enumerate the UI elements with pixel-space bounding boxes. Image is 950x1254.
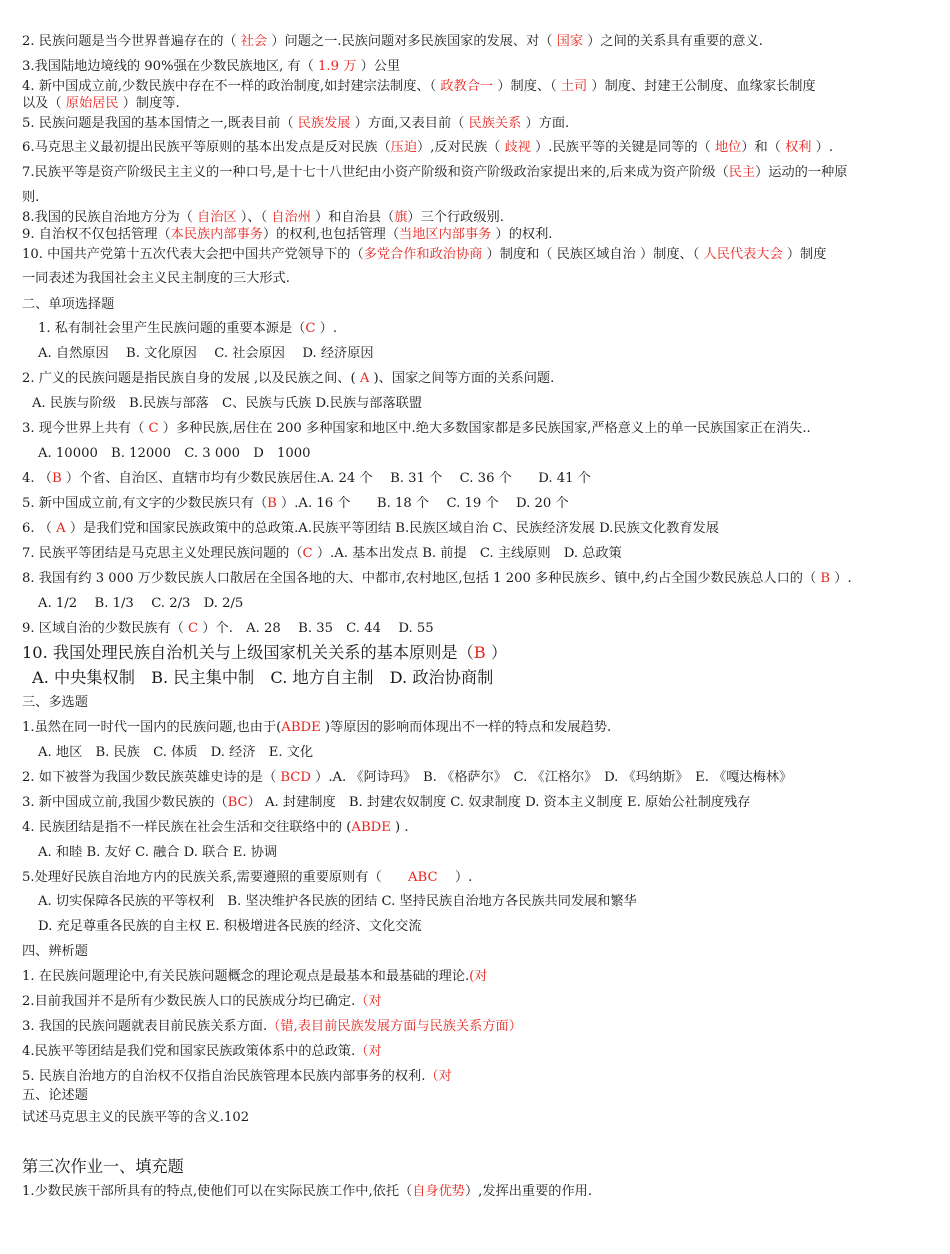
question-text: 4. 民族团结是指不一样民族在社会生活和交往联络中的 ( — [22, 820, 352, 835]
answer-text: ABDE — [281, 720, 321, 735]
answer-text: B — [267, 496, 277, 511]
question-text: A. 1/2 B. 1/3 C. 2/3 D. 2/5 — [38, 596, 244, 611]
question-text: ) . — [390, 820, 409, 835]
question-text: 5. 新中国成立前,有文字的少数民族只有（ — [22, 496, 268, 511]
question-text: ）.A. 《阿诗玛》 B. 《格萨尔》 C. 《江格尔》 D. 《玛纳斯》 E. 《嘎达梅林》 — [310, 770, 793, 785]
answer-text: ABDE — [351, 820, 391, 835]
question-text: 7. 民族平等团结是马克思主义处理民族问题的（ — [22, 546, 303, 561]
question-text: 5.处理好民族自治地方内的民族关系,需要遵照的重要原则有（ — [22, 870, 409, 885]
question-text: 1. 私有制社会里产生民族问题的重要本源是（ — [38, 321, 306, 336]
answer-text: 当地区内部事务 — [399, 227, 492, 242]
question-text: 5. 民族问题是我国的基本国情之一,既表目前（ — [22, 116, 298, 131]
question-text: ）公里 — [356, 59, 401, 74]
question-text: ）个省、自治区、直辖市均有少数民族居住.A. 24 个 B. 31 个 C. 36 个 D. 41 个 — [61, 471, 591, 486]
answer-text: 旗 — [394, 210, 408, 225]
question-text: 2. 如下被誉为我国少数民族英雄史诗的是（ — [22, 770, 281, 785]
multi-q3 — [22, 794, 751, 812]
answer-text: 自身优势 — [412, 1184, 465, 1199]
judge-q5 — [22, 1068, 452, 1086]
section-heading-multiple-choice: 三、多选题 — [22, 695, 88, 710]
fill-q8 — [22, 209, 504, 227]
question-text: 10. 中国共产党第十五次代表大会把中国共产党领导下的（ — [22, 247, 364, 262]
question-text: 8.我国的民族自治地方分为（ — [22, 210, 198, 225]
answer-text: （对 — [425, 1069, 452, 1084]
question-text: A. 切实保障各民族的平等权利 B. 坚决维护各民族的团结 C. 坚持民族自治地方各民族共同发展和繁华 — [38, 894, 637, 909]
answer-text: 本民族内部事务 — [170, 227, 263, 242]
judge-q2 — [22, 993, 382, 1011]
question-text: ）. — [315, 321, 338, 336]
multi-q1-options — [38, 744, 313, 762]
question-text: ）方面. — [521, 116, 570, 131]
answer-text: （对 — [355, 1044, 382, 1059]
fill-q9 — [22, 226, 553, 244]
single-q9 — [22, 620, 434, 638]
question-text: 4.民族平等团结是我们党和国家民族政策体系中的总政策. — [22, 1044, 356, 1059]
question-text: )等原因的影响而体现出不一样的特点和发展趋势. — [320, 720, 612, 735]
multi-q1 — [22, 719, 611, 737]
answer-text: 国家 — [556, 34, 584, 49]
question-text: ）和（ — [741, 140, 786, 155]
answer-text: B — [51, 471, 62, 486]
question-text: 9. 区域自治的少数民族有（ — [22, 621, 189, 636]
single-q8 — [22, 570, 852, 588]
question-text: ）个. A. 28 B. 35 C. 44 D. 55 — [198, 621, 434, 636]
answer-text: 民族关系 — [468, 116, 522, 131]
answer-text: 人民代表大会 — [703, 247, 783, 262]
answer-text: 土司 — [560, 79, 588, 94]
answer-text: 民主 — [728, 165, 756, 180]
third-fill-q1 — [22, 1183, 592, 1201]
question-text: A. 民族与阶级 B.民族与部落 C、民族与氏族 D.民族与部落联盟 — [32, 396, 423, 411]
question-text: ）问题之一.民族问题对多民族国家的发展、对（ — [267, 34, 557, 49]
answer-text: 社会 — [240, 34, 268, 49]
question-text: A. 自然原因 B. 文化原因 C. 社会原因 D. 经济原因 — [38, 346, 374, 361]
question-text: 4. 新中国成立前,少数民族中存在不一样的政治制度,如封建宗法制度、（ — [22, 79, 441, 94]
answer-text: B — [473, 643, 486, 662]
single-q3-options — [38, 445, 311, 463]
multi-q4 — [22, 819, 409, 837]
answer-text: B — [820, 571, 831, 586]
answer-text: 原始居民 — [65, 96, 119, 111]
question-text: 6. （ — [22, 521, 57, 536]
question-text: 10. 我国处理民族自治机关与上级国家机关关系的基本原则是（ — [22, 643, 474, 662]
answer-text: 地位 — [714, 140, 742, 155]
fill-q7-cont — [22, 189, 39, 207]
answer-text: C — [305, 321, 316, 336]
answer-text: 多党合作和政治协商 — [363, 247, 483, 262]
section-heading-judgement: 四、辨析题 — [22, 944, 88, 959]
question-text: 7.民族平等是资产阶级民主主义的一种口号,是十七十八世纪由小资产阶级和资产阶级政治家提出来的,后来成为资产阶级（ — [22, 165, 729, 180]
question-text: 以及（ — [22, 96, 66, 111]
question-text: ）. — [811, 140, 834, 155]
answer-text: 权利 — [785, 140, 812, 155]
question-text: 3. 我国的民族问题就表目前民族关系方面. — [22, 1019, 268, 1034]
single-q8-options — [38, 595, 243, 613]
question-text: 则. — [22, 190, 40, 205]
fill-q4 — [22, 78, 816, 96]
question-text: 1.虽然在同一时代一国内的民族问题,也由于( — [22, 720, 282, 735]
question-text: 1.少数民族干部所具有的特点,使他们可以在实际民族工作中,依托（ — [22, 1184, 413, 1199]
question-text: )、国家之间等方面的关系问题. — [369, 371, 555, 386]
answer-text: 1.9 万 — [318, 59, 357, 74]
question-text: A. 地区 B. 民族 C. 体质 D. 经济 E. 文化 — [38, 745, 314, 760]
fill-q2 — [22, 33, 763, 51]
answer-text: （对 — [355, 994, 382, 1009]
question-text: ）运动的一种原 — [755, 165, 848, 180]
question-text: ）的权利. — [491, 227, 553, 242]
question-text: ）制度、（ — [493, 79, 561, 94]
answer-text: 自治区 — [197, 210, 237, 225]
question-text: 9. 自治权不仅包括管理（ — [22, 227, 171, 242]
question-text: A. 中央集权制 B. 民主集中制 C. 地方自主制 D. 政治协商制 — [32, 668, 494, 687]
question-text: ）制度和（ 民族区域自治 ）制度、（ — [482, 247, 704, 262]
answer-text: (对 — [469, 969, 488, 984]
fill-q10-cont — [22, 270, 290, 288]
fill-q3 — [22, 58, 400, 76]
question-text: 5. 民族自治地方的自治权不仅指自治民族管理本民族内部事务的权利. — [22, 1069, 426, 1084]
answer-text: 民族发展 — [297, 116, 351, 131]
question-text: 6.马克思主义最初提出民族平等原则的基本出发点是反对民族（ — [22, 140, 391, 155]
question-text: 4. （ — [22, 471, 52, 486]
fill-q6 — [22, 139, 833, 157]
answer-text: 政教合一 — [440, 79, 494, 94]
fill-q5 — [22, 115, 569, 133]
single-q4 — [22, 470, 591, 488]
multi-q4-options — [38, 844, 277, 862]
answer-text: 压迫 — [390, 140, 418, 155]
multi-q2 — [22, 769, 792, 787]
answer-text: A — [359, 371, 370, 386]
answer-text: A — [56, 521, 66, 536]
single-q3 — [22, 420, 811, 438]
answer-text: C — [302, 546, 313, 561]
answer-text: （错,表目前民族发展方面与民族关系方面） — [267, 1019, 522, 1034]
question-text: ）.民族平等的关键是同等的（ — [530, 140, 715, 155]
single-q2-options — [32, 395, 422, 413]
section-heading-essay: 五、论述题 — [22, 1088, 88, 1103]
question-text: 3. 现今世界上共有（ — [22, 421, 149, 436]
question-text: ）.A. 16 个 B. 18 个 C. 19 个 D. 20 个 — [276, 496, 569, 511]
question-text: ）和自治县（ — [310, 210, 395, 225]
question-text: ）,反对民族（ — [417, 140, 505, 155]
question-text: ）制度、封建王公制度、血缘家长制度 — [587, 79, 816, 94]
answer-text: 自治州 — [271, 210, 311, 225]
third-assignment-title: 第三次作业一、填充题 — [22, 1157, 184, 1176]
multi-q5-options-2 — [38, 918, 422, 936]
question-text: ）之间的关系具有重要的意义. — [583, 34, 763, 49]
question-text: 3.我国陆地边境线的 90%强在少数民族地区, 有（ — [22, 59, 319, 74]
question-text: 2.目前我国并不是所有少数民族人口的民族成分均已确定. — [22, 994, 356, 1009]
answer-text: C — [188, 621, 199, 636]
question-text: ）多种民族,居住在 200 多种国家和地区中.绝大多数国家都是多民族国家,严格意义上的单一民族国家正在消失.. — [158, 421, 811, 436]
question-text: ）,发挥出重要的作用. — [464, 1184, 593, 1199]
question-text: ）. — [437, 870, 473, 885]
question-text: 3. 新中国成立前,我国少数民族的（ — [22, 795, 228, 810]
answer-text: BC — [227, 795, 248, 810]
single-q6 — [22, 520, 719, 538]
question-text: ）制度 — [782, 247, 827, 262]
fill-q7 — [22, 164, 847, 182]
question-text: A. 和睦 B. 友好 C. 融合 D. 联合 E. 协调 — [38, 845, 278, 860]
judge-q3 — [22, 1018, 522, 1036]
question-text: 1. 在民族问题理论中,有关民族问题概念的理论观点是最基本和最基础的理论. — [22, 969, 470, 984]
question-text: ）制度等. — [118, 96, 180, 111]
answer-text: 歧视 — [504, 140, 531, 155]
single-q1-options — [38, 345, 374, 363]
single-q7 — [22, 545, 622, 563]
fill-q4-cont — [22, 95, 180, 113]
question-text: ） A. 封建制度 B. 封建农奴制度 C. 奴隶制度 D. 资本主义制度 E. 原始公社制度残存 — [247, 795, 751, 810]
question-text: 8. 我国有约 3 000 万少数民族人口散居在全国各地的大、中都市,农村地区,包括 1 200 多种民族乡、镇中,约占全国少数民族总人口的（ — [22, 571, 821, 586]
section-heading-single-choice: 二、单项选择题 — [22, 297, 115, 312]
single-q10-options — [32, 667, 493, 689]
question-text: 2. 民族问题是当今世界普遍存在的（ — [22, 34, 241, 49]
single-q10 — [22, 642, 507, 664]
question-text: ）、（ — [236, 210, 272, 225]
single-q1 — [38, 320, 337, 338]
essay-question: 试述马克思主义的民族平等的含义.102 — [22, 1110, 250, 1125]
multi-q5-options-1 — [38, 893, 637, 911]
single-q5 — [22, 495, 569, 513]
answer-text: C — [148, 421, 159, 436]
judge-q1 — [22, 968, 488, 986]
answer-text: ABC — [408, 870, 438, 885]
question-text: D. 充足尊重各民族的自主权 E. 积极增进各民族的经济、文化交流 — [38, 919, 422, 934]
answer-text: BCD — [280, 770, 311, 785]
question-text: ）方面,又表目前（ — [350, 116, 469, 131]
question-text: ）是我们党和国家民族政策中的总政策.A.民族平等团结 B.民族区域自治 C、民族经济发展 D.民族文化教育发展 — [65, 521, 719, 536]
fill-q10 — [22, 246, 826, 264]
question-text: 2. 广义的民族问题是指民族自身的发展 ,以及民族之间、( — [22, 371, 360, 386]
judge-q4 — [22, 1043, 382, 1061]
question-text: ）三个行政级别. — [407, 210, 504, 225]
question-text: ）.A. 基本出发点 B. 前提 C. 主线原则 D. 总政策 — [312, 546, 622, 561]
question-text: ）. — [830, 571, 852, 586]
multi-q5 — [22, 869, 472, 887]
single-q2 — [22, 370, 554, 388]
question-text: 一同表述为我国社会主义民主制度的三大形式. — [22, 271, 290, 286]
question-text: A. 10000 B. 12000 C. 3 000 D 1000 — [38, 446, 311, 461]
question-text: ）的权利,也包括管理（ — [262, 227, 400, 242]
question-text: ） — [485, 643, 508, 662]
